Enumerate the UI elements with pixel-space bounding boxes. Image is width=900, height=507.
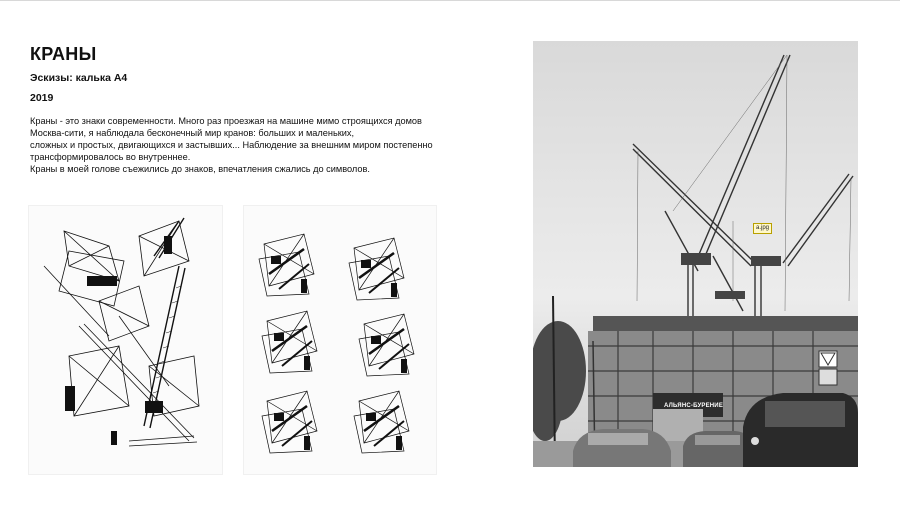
description-line: сложных и простых, двигающихся и застывших... Наблюдение за внешним миром постепенно bbox=[30, 140, 433, 150]
crane-symbol bbox=[354, 391, 409, 453]
crane-sketch-symbols bbox=[243, 205, 437, 475]
crane-symbol bbox=[349, 238, 404, 300]
page-year: 2019 bbox=[30, 92, 54, 104]
crane-sketch-symbols-drawing bbox=[244, 206, 436, 474]
billboard-sign-text: АЛЬЯНС-БУРЕНИЕ bbox=[664, 403, 724, 409]
page-title: КРАНЫ bbox=[30, 44, 97, 64]
file-name-label: a.jpg bbox=[753, 223, 772, 234]
crane-sketch-large-drawing bbox=[29, 206, 222, 474]
crane-symbol bbox=[359, 314, 414, 376]
top-divider bbox=[0, 0, 900, 1]
crane-symbol bbox=[259, 234, 314, 296]
description-line: трансформировалось во внутреннее. bbox=[30, 152, 191, 162]
crane-sketch-large bbox=[28, 205, 223, 475]
crane-symbol bbox=[262, 311, 317, 373]
crane-symbol bbox=[262, 391, 317, 453]
description-line: Москва-сити, я наблюдала бесконечный мир кранов: больших и маленьких, bbox=[30, 128, 355, 138]
description bbox=[30, 115, 450, 175]
description-line: Краны - это знаки современности. Много раз проезжая на машине мимо строящихся домов bbox=[30, 116, 422, 126]
page-subtitle: Эскизы: калька А4 bbox=[30, 72, 128, 84]
description-line: Краны в моей голове съежились до знаков, впечатления сжались до символов. bbox=[30, 164, 370, 174]
